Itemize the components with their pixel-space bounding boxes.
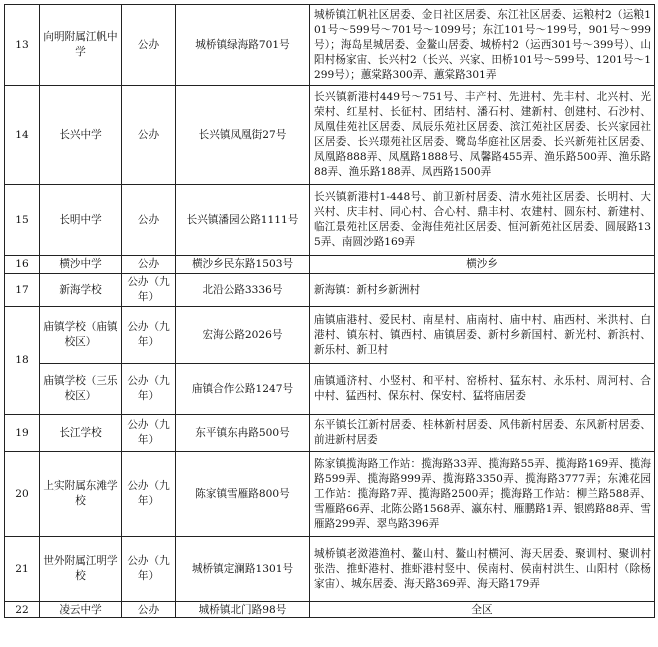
enrollment-area: 全区 [310,602,655,618]
enrollment-area: 城桥镇老滧港渔村、鳌山村、鳌山村横河、海天居委、聚训村、聚训村张浩、推虾港村、推虾港村竖中、侯南村、侯南村洪生、山阳村（除杨家宙）、城东居委、海天路369弄、海天路179弄 [310,537,655,602]
school-name: 长江学校 [40,415,122,452]
school-type: 公办（九年） [122,415,176,452]
enrollment-area: 东平镇长江新村居委、桂林新村居委、风伟新村居委、东风新村居委、前进新村居委 [310,415,655,452]
row-number: 13 [5,5,40,86]
school-address: 东平镇东冉路500号 [176,415,310,452]
school-name: 庙镇学校（三乐校区） [40,364,122,415]
table-row [5,274,655,307]
row-number: 15 [5,185,40,256]
school-type: 公办 [122,5,176,86]
school-address: 陈家镇雪雁路800号 [176,452,310,537]
school-name: 长明中学 [40,185,122,256]
school-name: 庙镇学校（庙镇校区） [40,307,122,364]
school-name: 横沙中学 [40,256,122,274]
table-row [5,256,655,274]
enrollment-area: 陈家镇揽海路工作站：揽海路33弄、揽海路55弄、揽海路169弄、揽海路599弄、揽海路999弄、揽海路3350弄、揽海路3777弄；东滩花园工作站：揽海路7弄、揽海路2500弄；揽海路工作站：柳兰路588弄、雪雁路66弄、北陈公路1568弄、瀛东村、雁鹏路1弄、银鸥路88弄、雪雁路299弄、翠鸟路396弄 [310,452,655,537]
school-address: 城桥镇北门路98号 [176,602,310,618]
school-type: 公办（九年） [122,307,176,364]
school-address: 宏海公路2026号 [176,307,310,364]
school-type: 公办（九年） [122,364,176,415]
table-row [5,452,655,537]
school-address: 城桥镇绿海路701号 [176,5,310,86]
table-row [5,307,655,364]
school-address: 长兴镇凤凰街27号 [176,86,310,185]
enrollment-area: 长兴镇新港村1-448号、前卫新村居委、清水苑社区居委、长明村、大兴村、庆丰村、同心村、合心村、鼎丰村、农建村、圆东村、新建村、临江景苑社区居委、金海佳苑社区居委、恒河新苑社区居委、圆展路135弄、南圆沙路169弄 [310,185,655,256]
school-admission-table [4,4,655,618]
enrollment-area: 新海镇：新村乡新洲村 [310,274,655,307]
row-number: 16 [5,256,40,274]
table-row [5,5,655,86]
school-name: 长兴中学 [40,86,122,185]
school-name: 上实附属东滩学校 [40,452,122,537]
school-address: 长兴镇潘园公路1111号 [176,185,310,256]
row-number: 20 [5,452,40,537]
enrollment-area: 长兴镇新港村449号～751号、丰产村、先进村、先丰村、北兴村、光荣村、红星村、长征村、团结村、潘石村、建新村、创建村、石沙村、凤凰佳苑社区居委、凤辰乐苑社区居委、滨江苑社区居委、长兴家园社区居委、长兴璟苑社区居委、鹭岛华庭社区居委、长兴新苑社区居委、凤凰路888弄、凤凰路1888号、凤馨路455弄、渔乐路500弄、渔乐路88弄、渔乐路188弄、凤西路1500弄 [310,86,655,185]
school-type: 公办 [122,256,176,274]
school-type: 公办（九年） [122,274,176,307]
table-row [5,415,655,452]
row-number: 21 [5,537,40,602]
school-name: 向明附属江帆中学 [40,5,122,86]
row-number: 22 [5,602,40,618]
table-row [5,364,655,415]
row-number: 18 [5,307,40,415]
table-row [5,185,655,256]
school-type: 公办 [122,185,176,256]
school-name: 新海学校 [40,274,122,307]
row-number: 19 [5,415,40,452]
school-type: 公办（九年） [122,537,176,602]
school-address: 北沿公路3336号 [176,274,310,307]
row-number: 17 [5,274,40,307]
school-name: 凌云中学 [40,602,122,618]
table-row [5,602,655,618]
school-type: 公办 [122,602,176,618]
table-row [5,537,655,602]
school-address: 庙镇合作公路1247号 [176,364,310,415]
school-address: 城桥镇定澜路1301号 [176,537,310,602]
school-type: 公办 [122,86,176,185]
enrollment-area: 庙镇通济村、小竖村、和平村、窑桥村、猛东村、永乐村、周河村、合中村、猛西村、保东村、保安村、猛将庙居委 [310,364,655,415]
table-row [5,86,655,185]
school-name: 世外附属江明学校 [40,537,122,602]
enrollment-area: 庙镇庙港村、爱民村、南星村、庙南村、庙中村、庙西村、米洪村、白港村、镇东村、镇西村、庙镇居委、新村乡新国村、新光村、新浜村、新乐村、新卫村 [310,307,655,364]
school-type: 公办（九年） [122,452,176,537]
enrollment-area: 横沙乡 [310,256,655,274]
admission-table-container [4,4,654,618]
enrollment-area: 城桥镇江帆社区居委、金日社区居委、东江社区居委、运粮村2（运粮101号～599号～701号～1099号；东江101号～199号，901号～999号）；海岛星城居委、金鳌山居委、城桥村2（运西301号～399号）、山阳村杨家宙、长兴村2（长兴、兴家、田桥101号～599号、1201号～1299号）；蕙棠路300弄、蕙棠路301弄 [310,5,655,86]
school-address: 横沙乡民东路1503号 [176,256,310,274]
row-number: 14 [5,86,40,185]
